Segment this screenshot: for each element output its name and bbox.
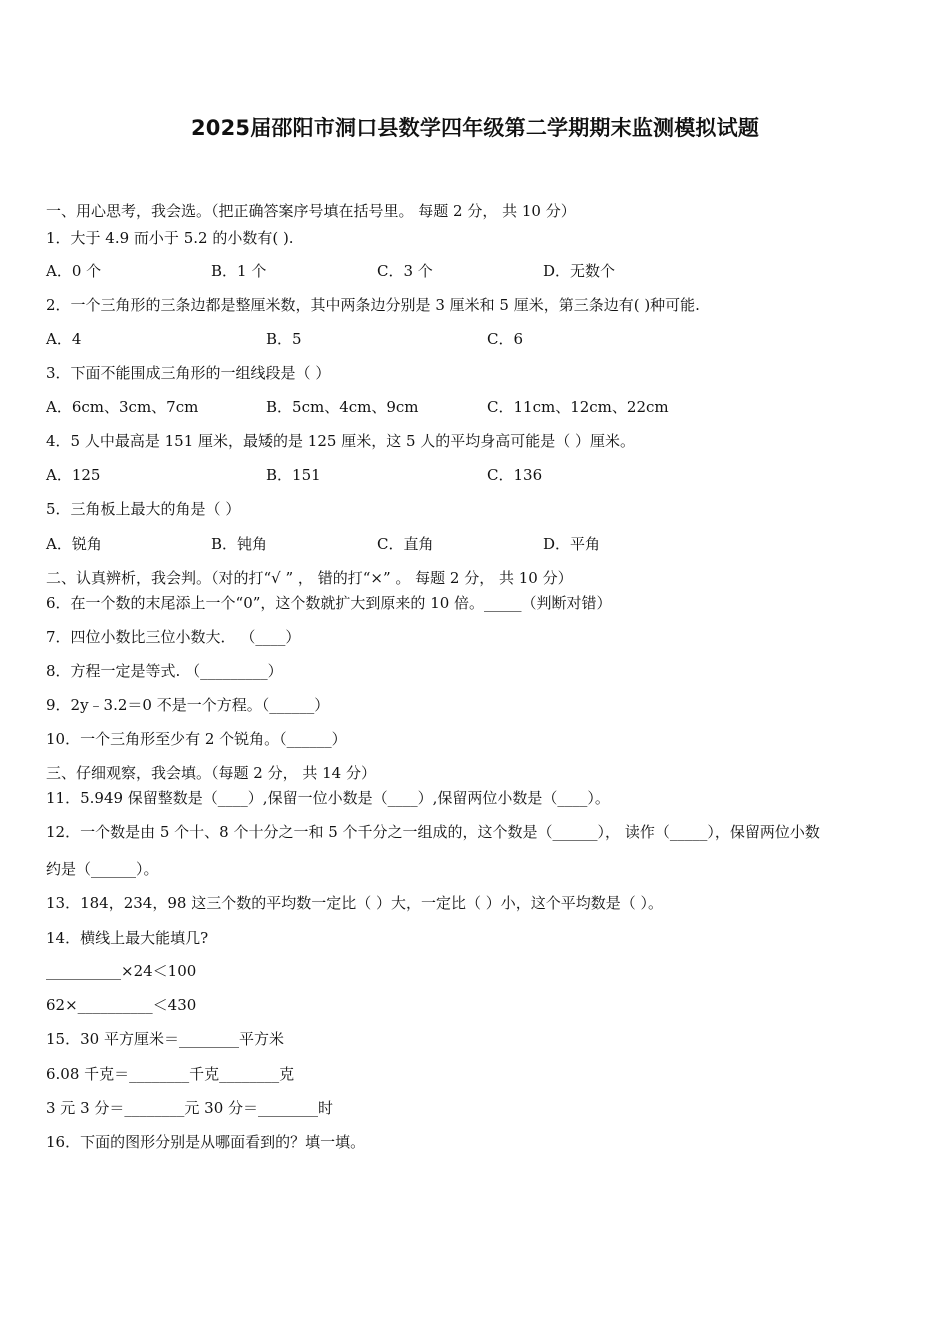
q1-option-c: C．3 个	[377, 262, 433, 280]
question-8: 8．方程一定是等式. （_________）	[46, 662, 283, 680]
q5-option-b: B．钝角	[211, 535, 268, 553]
q3-option-b: B．5cm、4cm、9cm	[266, 398, 419, 416]
question-4: 4．5 人中最高是 151 厘米，最矮的是 125 厘米，这 5 人的平均身高可能是（ ）厘米。	[46, 432, 636, 450]
question-16: 16．下面的图形分别是从哪面看到的？填一填。	[46, 1133, 366, 1151]
section-heading-2: 二、认真辨析，我会判。（对的打“√ ” ， 错的打“×” 。 每题 2 分， 共 10 分）	[46, 569, 573, 587]
question-12-continued: 约是（______）。	[46, 860, 159, 878]
question-7: 7．四位小数比三位小数大． （____）	[46, 628, 301, 646]
q2-option-a: A．4	[46, 330, 82, 348]
question-15-part-2: 3 元 3 分＝________元 30 分＝________时	[46, 1099, 334, 1117]
question-3: 3．下面不能围成三角形的一组线段是（ ）	[46, 364, 331, 382]
q3-option-c: C．11cm、12cm、22cm	[487, 398, 669, 416]
question-14: 14．横线上最大能填几?	[46, 929, 209, 947]
question-11: 11．5.949 保留整数是（____）,保留一位小数是（____）,保留两位小数是（____）。	[46, 789, 610, 807]
q5-option-d: D．平角	[543, 535, 601, 553]
question-10: 10．一个三角形至少有 2 个锐角。（______）	[46, 730, 347, 748]
q2-option-c: C．6	[487, 330, 524, 348]
q4-option-c: C．136	[487, 466, 543, 484]
question-1: 1．大于 4.9 而小于 5.2 的小数有( ).	[46, 229, 294, 247]
question-13: 13．184，234，98 这三个数的平均数一定比（ ）大，一定比（ ）小，这个平均数是（ ）。	[46, 894, 664, 912]
q1-option-d: D．无数个	[543, 262, 616, 280]
question-2: 2．一个三角形的三条边都是整厘米数，其中两条边分别是 3 厘米和 5 厘米，第三条边有( )种可能.	[46, 296, 700, 314]
question-15-part-1: 6.08 千克＝________千克________克	[46, 1065, 295, 1083]
q3-option-a: A．6cm、3cm、7cm	[46, 398, 199, 416]
question-6: 6．在一个数的末尾添上一个“0”，这个数就扩大到原来的 10 倍。_____（判断对错）	[46, 594, 612, 612]
q1-option-b: B．1 个	[211, 262, 267, 280]
q4-option-a: A．125	[46, 466, 101, 484]
q1-option-a: A．0 个	[46, 262, 102, 280]
q5-option-c: C．直角	[377, 535, 434, 553]
question-14-part-2: 62×__________＜430	[46, 996, 197, 1014]
question-14-part-1: __________×24＜100	[46, 962, 197, 980]
question-15: 15．30 平方厘米＝________平方米	[46, 1030, 284, 1048]
section-heading-3: 三、仔细观察，我会填。（每题 2 分， 共 14 分）	[46, 764, 376, 782]
q2-option-b: B．5	[266, 330, 302, 348]
q4-option-b: B．151	[266, 466, 321, 484]
section-heading-1: 一、用心思考，我会选。（把正确答案序号填在括号里。 每题 2 分， 共 10 分）	[46, 202, 576, 220]
question-5: 5．三角板上最大的角是（ ）	[46, 500, 241, 518]
q5-option-a: A．锐角	[46, 535, 102, 553]
question-12: 12．一个数是由 5 个十、8 个十分之一和 5 个千分之一组成的，这个数是（______）， 读作（_____），保留两位小数	[46, 823, 820, 841]
page-title: 2025届邵阳市洞口县数学四年级第二学期期末监测模拟试题	[190, 116, 760, 140]
question-9: 9．2y﹣3.2＝0 不是一个方程。（______）	[46, 696, 330, 714]
